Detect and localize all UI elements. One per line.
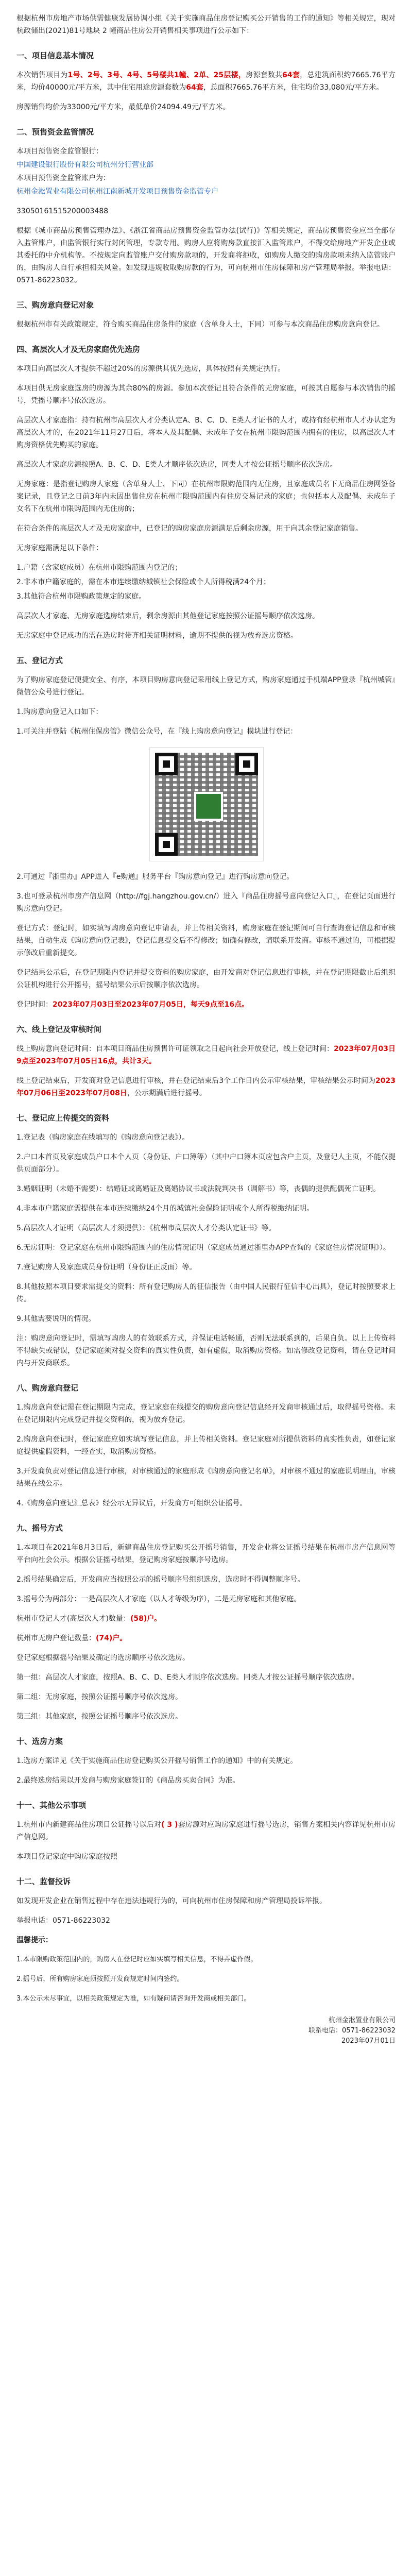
- list-item: 2.户口本首页及家庭成员户口本个人页（身份证、户口簿等）（其中户口簿本页应包含户主页，及登记人主页，不能仅提供页面部分）。: [16, 1153, 396, 1174]
- section-8-paragraph: 3.开发商负责对登记信息进行审核，对审核通过的家庭形成《购房意向登记名单》，对审核不通过的家庭说明理由，审核结果在线公示。: [16, 1467, 396, 1488]
- section-4-paragraph: 无房家庭中登记成功的需在选房时带齐相关证明材料，逾期不提供的视为放弃选房资格。: [16, 632, 298, 640]
- section-3-paragraph: 根据杭州市有关政策规定，符合购买商品住房条件的家庭（含单身人士，下同）可参与本次商品住房购房意向登记。: [16, 320, 384, 329]
- issue-date: 2023年07月01日: [341, 2037, 396, 2045]
- highlight: (58)户。: [130, 1615, 162, 1623]
- announcement-page: [16, 0, 396, 2046]
- section-11-heading: 十一、其他公示事项: [16, 1801, 87, 1810]
- section-6-paragraph: 线上购房意向登记时间：自本项目商品住房预售许可证领取之日起向社会开放登记，线上登记时间：2023年07月03日9点至2023年07月05日16点，共计3天。: [16, 1045, 396, 1065]
- talent-count: 杭州市登记人才(高层次人才)数量：(58)户。: [16, 1615, 162, 1623]
- list-item: 5.高层次人才证明（高层次人才须提供）：《杭州市高层次人才分类认定证书》等。: [16, 1224, 276, 1232]
- section-5-paragraph: 3.也可登录杭州市房产信息网（http://fgj.hangzhou.gov.cn/）进入『商品住房摇号意向登记入口』，在登记页面进行购房意向登记。: [16, 892, 396, 913]
- section-11-paragraph: 本项目登记家庭中购房家庭按照: [16, 1853, 117, 1861]
- section-5-heading: 五、登记方式: [16, 656, 63, 665]
- tip-item: 1.本市限购政策范围内的，购房人在登记时应如实填写相关信息，不得弄虚作假。: [16, 1956, 258, 1963]
- highlight: ( 3 ): [161, 1821, 178, 1829]
- section-8-paragraph: 2.购房意向登记时，登记家庭应如实填写登记信息，并上传相关资料。登记家庭对所提供资料的真实性负责，如登记家庭提供虚假资料，一经查实，取消购房资格。: [16, 1435, 396, 1456]
- highlight: 2023年07月03日至2023年07月05日，每天9点至16点。: [53, 1001, 249, 1009]
- account-number: 33050161515200003488: [16, 207, 109, 215]
- qr-logo-icon: [194, 792, 223, 821]
- section-12-heading: 十二、监督投诉: [16, 1877, 71, 1886]
- highlight: 64套: [282, 71, 300, 79]
- section-2-text: 本项目预售资金监管银行：: [16, 147, 103, 156]
- section-9-paragraph: 登记家庭根据摇号结果及确定的选房顺序号依次选房。: [16, 1654, 190, 1662]
- section-9-heading: 九、摇号方式: [16, 1523, 63, 1533]
- no-house-count: 杭州市无房户登记数量：(74)户。: [16, 1634, 127, 1642]
- section-10-paragraph: 1.选房方案详见《关于实施商品住房登记购买公开摇号销售工作的通知》中的有关规定。: [16, 1757, 298, 1765]
- list-item: 2.非本市户籍家庭的，需在本市连续缴纳城镇社会保险或个人所得税满24个月；: [16, 578, 271, 586]
- section-9-paragraph: 第一组：高层次人才家庭，按照A、B、C、D、E类人才顺序依次选房。同类人才按公证摇号顺序依次选房。: [16, 1673, 359, 1682]
- section-5-paragraph: 1.可关注并登陆《杭州住保房管》微信公众号，在『线上购房意向登记』模块进行登记：: [16, 727, 298, 736]
- section-12-paragraph: 如发现开发企业在销售过程中存在违法违规行为的，可向杭州市住房保障和房产管理局投诉举报。: [16, 1897, 327, 1905]
- list-item: 8.其他按照本项目要求需提交的资料：所有登记购房人的征信报告（由中国人民银行征信中心出具），登记时按照要求上传。: [16, 1283, 396, 1303]
- list-item: 4.非本市户籍家庭需提供在本市连续缴纳24个月的城镇社会保险证明或个人所得税缴纳证明。: [16, 1205, 314, 1213]
- section-5-paragraph: 2.可通过『浙里办』APP进入『e购通』服务平台『购房意向登记』进行购房意向登记。: [16, 873, 294, 881]
- list-item: 9.其他需要说明的情况。: [16, 1315, 96, 1323]
- section-4-paragraph: 本项目向高层次人才提供不超过20%的房源供其优先选房，具体按照有关规定执行。: [16, 365, 285, 373]
- section-6-paragraph-2: 线上登记结束后，开发商对登记信息进行审核，并在登记结束后3个工作日内公示审核结果，审核结果公示时间为2023年07月06日至2023年07月08日，公示期满后进行摇号。: [16, 1077, 396, 1097]
- section-2-paragraph: 根据《城市商品房预售管理办法》、《浙江省商品房预售资金监管办法(试行)》等相关规定，商品房预售资金应当全部存入监管账户，由监管银行实行封闭管理，专款专用。购房人应将购房款直接汇入监管账户，不得交给房地产开发企业或其委托的中介机构等。不按规定向监管账户交付购房款项的，开发商将拒收，如购房人缴交的购房款项未纳入监管账户的，由购房人自行承担相关风险。如发现违规收取购房款的行为，可向杭州市住房保障和房产管理局举报。举报电话：0571-86223032。: [16, 227, 396, 284]
- section-3-heading: 三、购房意向登记对象: [16, 300, 94, 310]
- section-10-heading: 十、选房方案: [16, 1737, 63, 1746]
- list-item: 7.登记购房人及家庭成员身份证明（身份证正反面）等。: [16, 1263, 197, 1272]
- highlight: 2023年07月03日9点至2023年07月05日16点，共计3天。: [16, 1045, 396, 1065]
- list-item: 1.户籍（含家庭成员）在杭州市限购范围内登记的；: [16, 564, 182, 572]
- section-7-note: 注：购房意向登记时，需填写购房人的有效联系方式，并保证电话畅通，否则无法联系到的，后果自负。以上上传资料不得缺失或错误，登记家庭须对提交资料的真实性负责，如有虚假，取消购房资格。如需修改登记资料，请在登记时间内与开发商联系。: [16, 1334, 396, 1367]
- section-9-paragraph: 第三组：其他家庭，按照公证摇号顺序号依次选房。: [16, 1713, 182, 1721]
- highlight: 1号、2号、3号、4号、5号楼共1幢、2单、25层楼，: [67, 71, 246, 79]
- section-4-paragraph: 在符合条件的高层次人才及无房家庭中，已登记的购房家庭房源满足后剩余房源，用于向其余登记家庭销售。: [16, 524, 363, 533]
- report-phone: 举报电话：0571-86223032: [16, 1917, 110, 1925]
- section-4-paragraph: 高层次人才家庭、无房家庭选房结束后，剩余房源由其他登记家庭按照公证摇号顺序依次选房。: [16, 612, 319, 620]
- section-8-paragraph: 4.《购房意向登记汇总表》经公示无异议后，开发商方可组织公证摇号。: [16, 1499, 247, 1507]
- section-1-paragraph-2: 房源销售均价为33000元/平方米，最低单价24094.49元/平方米。: [16, 103, 230, 111]
- list-item: 1.登记表（购房家庭在线填写的《购房意向登记表》）。: [16, 1133, 190, 1142]
- section-8-heading: 八、购房意向登记: [16, 1383, 79, 1393]
- tips-heading: 温馨提示：: [16, 1936, 53, 1944]
- section-9-paragraph: 1.本项目在2021年8月3日后，新建商品住房登记购买公开摇号销售，开发企业将公证摇号结果在杭州市房产信息网等平台向社会公示。根据公证摇号结果，登记购房家庭按顺序号选房。: [16, 1544, 396, 1564]
- section-4-paragraph: 无房家庭需满足以下条件：: [16, 544, 103, 552]
- section-5-paragraph: 登记方式：登记时，如实填写购房意向登记申请表，并上传相关资料，购房家庭在登记期间可自行查询登记信息和审核结果，自动生成《购房意向登记表》，登记信息提交后不得修改；如确有修改，请联系开发商。审核不通过的，可根据提示修改后重新提交。: [16, 924, 396, 957]
- registration-time: 登记时间：2023年07月03日至2023年07月05日，每天9点至16点。: [16, 1001, 249, 1009]
- list-item: 6.无房证明：登记家庭在杭州市限购范围内的住房情况证明（家庭成员通过浙里办APP查询的《家庭住房情况证明》）。: [16, 1244, 390, 1252]
- section-2-heading: 二、预售资金监管情况: [16, 127, 94, 137]
- section-2-text-2: 本项目预售资金监管账户为：: [16, 174, 110, 182]
- intro-paragraph: 根据杭州市房地产市场供需健康发展协调小组《关于实施商品住房登记购买公开销售的工作的通知》等相关规定，现对杭政储出(2021)81号地块 2 幢商品住房公开销售相关事项进行公示如下：: [16, 14, 396, 35]
- account-name: 杭州金淞置业有限公司杭州江南新城开发项目预售资金监管专户: [16, 188, 218, 196]
- section-5-paragraph: 为了购房家庭登记便捷安全、有序，本项目购房意向登记采用线上登记方式，购房家庭通过手机端APP登录『杭州城管』微信公众号进行登记。: [16, 676, 396, 697]
- section-4-paragraph: 本项目供无房家庭选房的房源为其余80%的房源。参加本次登记且符合条件的无房家庭，可按其自愿参与本次销售的摇号，凭摇号顺序号依次选房。: [16, 384, 396, 405]
- signature-block: [16, 2015, 396, 2046]
- section-10-paragraph: 2.最终选房结果以开发商与购房家庭签订的《商品房买卖合同》为准。: [16, 1776, 240, 1785]
- section-4-paragraph: 高层次人才家庭指：持有杭州市高层次人才分类认定A、B、C、D、E类人才证书的人才，或持有经杭州市人才办认定为高层次人才的，在2021年11月27日后，将本人及其配偶、未成年子女在杭州市限购范围内拥有的住房，以高层次人才购房资格优先购买的家庭。: [16, 416, 396, 449]
- section-1-heading: 一、项目信息基本情况: [16, 51, 94, 60]
- bank-name: 中国建设银行股份有限公司杭州分行营业部: [16, 161, 153, 169]
- contact-phone: 联系电话：0571-86223032: [308, 2027, 396, 2035]
- list-item: 3.婚姻证明（未婚不需要）：结婚证或离婚证及离婚协议书或法院判决书（调解书）等，丧偶的提供配偶死亡证明。: [16, 1185, 381, 1193]
- section-4-paragraph: 无房家庭：是指登记购房人家庭（含单身人士、下同）在杭州市限购范围内无住房，且家庭成员名下无商品住房网签备案记录，且登记之日前3年内未因出售住房在杭州市限购范围内有住房交易记录的家庭；也包括本人及配偶、未成年子女名下在杭州市限购范围内无住房的；: [16, 480, 396, 513]
- section-11-paragraph: 1.杭州市内新建商品住房项目公证摇号以后对( 3 )套房源对应购房家庭进行摇号选房，销售方案相关内容详见杭州市房产信息网。: [16, 1821, 396, 1841]
- company-name: 杭州金淞置业有限公司: [328, 2016, 396, 2024]
- tip-item: 3.本公示未尽事宜，以相关政策规定为准，如有疑问请咨询开发商或相关部门。: [16, 1995, 251, 2003]
- section-5-paragraph: 登记结果公示后，在登记期限内登记并提交资料的购房家庭，由开发商对登记信息进行审核，并在登记期限截止后组织公证机构进行公开摇号，摇号结果公示后按顺序依次选房。: [16, 969, 396, 989]
- highlight: 64套: [186, 83, 203, 92]
- section-1-paragraph: 本次销售项目为1号、2号、3号、4号、5号楼共1幢、2单、25层楼，房源套数共64套，总建筑面积约7665.76平方米，均价40000元/平方米，其中住宅用途房源套数为64套，总面积7665.76平方米，住宅均价33,080元/平方米。: [16, 71, 396, 92]
- section-4-heading: 四、高层次人才及无房家庭优先选房: [16, 345, 141, 354]
- section-9-paragraph: 第二组：无房家庭，按照公证摇号顺序号依次选房。: [16, 1693, 182, 1701]
- tip-item: 2.摇号后，所有购房家庭须按照开发商规定时间内签约。: [16, 1975, 184, 1983]
- list-item: 3.其他符合杭州市限购政策规定的家庭。: [16, 592, 146, 601]
- qr-code-icon: [149, 747, 264, 861]
- section-5-paragraph: 1.购房意向登记入口如下：: [16, 708, 103, 716]
- section-8-paragraph: 1.购房意向登记需在登记期限内完成，登记家庭在线提交的购房意向登记信息经开发商审核通过后，取得摇号资格。未在登记期限内完成登记并提交资料的，视为放弃登记。: [16, 1403, 396, 1424]
- section-9-paragraph: 3.摇号分为两部分：一是高层次人才家庭（以人才等级为序），二是无房家庭和其他家庭。: [16, 1595, 301, 1603]
- highlight: (74)户。: [96, 1634, 127, 1642]
- section-9-paragraph: 2.摇号结果确定后，开发商应当按照公示的摇号顺序号组织选房，选房时不得调整顺序号。: [16, 1575, 305, 1584]
- highlight: 2023年07月06日至2023年07月08日: [16, 1077, 396, 1097]
- section-7-heading: 七、登记应上传提交的资料: [16, 1113, 110, 1123]
- qr-code-container: [149, 747, 263, 861]
- section-6-heading: 六、线上登记及审核时间: [16, 1025, 102, 1034]
- section-4-paragraph: 高层次人才家庭房源按照A、B、C、D、E类人才顺序依次选房，同类人才按公证摇号顺序依次选房。: [16, 461, 337, 469]
